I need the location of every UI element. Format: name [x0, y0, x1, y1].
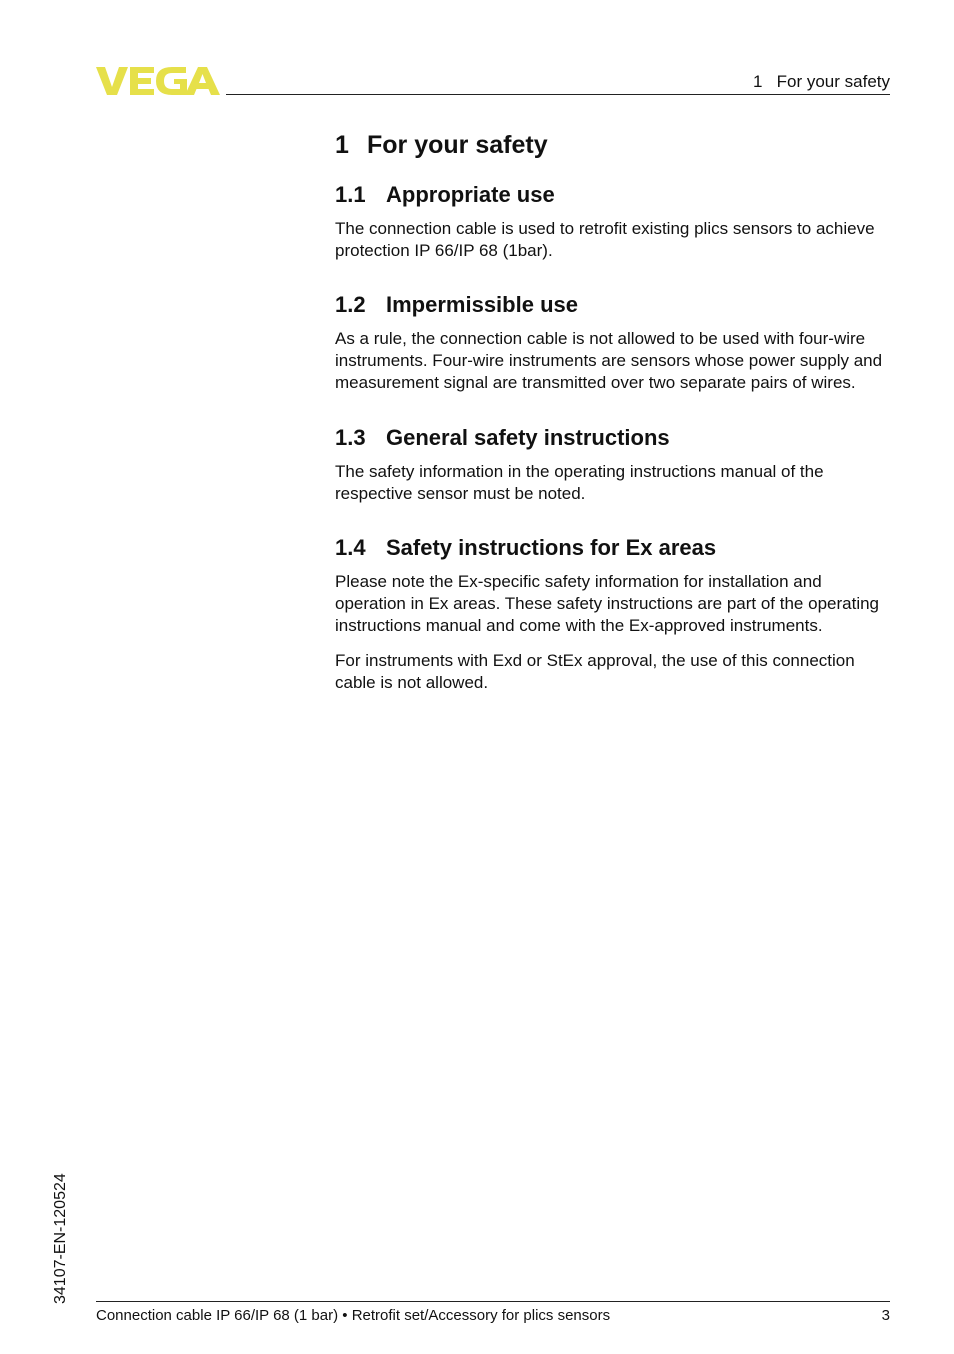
footer-text: Connection cable IP 66/IP 68 (1 bar) • Retrofit set/Accessory for plics sensors [96, 1307, 611, 1324]
section-number: 1.4 [335, 535, 366, 560]
header-rule [226, 94, 890, 95]
vega-logo [96, 64, 220, 98]
section-heading-1-2 [335, 291, 891, 319]
running-header: 1 For your safety [753, 72, 890, 91]
paragraph: Please note the Ex-specific safety information for installation and operation in Ex areas. These safety instructions are part of the operating instructions manual and come with the Ex-approved instruments. [335, 572, 879, 635]
paragraph: The connection cable is used to retrofit existing plics sensors to achieve protection IP 66/IP 68 (1bar). [335, 219, 875, 260]
section-number: 1.3 [335, 425, 366, 450]
main-content [335, 128, 891, 694]
page-number: 3 [881, 1307, 890, 1324]
footer-rule [96, 1301, 890, 1302]
paragraph: As a rule, the connection cable is not allowed to be used with four-wire instruments. Four-wire instruments are sensors whose power supply and measurement signal are transmitted over two separate pairs of wires. [335, 329, 883, 392]
section-title: General safety instructions [386, 425, 670, 450]
document-code: 34107-EN-120524 [52, 1173, 69, 1304]
chapter-title: For your safety [367, 131, 548, 159]
section-title: Appropriate use [386, 182, 555, 207]
paragraph: The safety information in the operating instructions manual of the respective sensor must be noted. [335, 462, 824, 503]
section-heading-1-3 [335, 424, 891, 452]
section-heading-1-1 [335, 181, 891, 209]
section-title: Impermissible use [386, 292, 578, 317]
section-title: Safety instructions for Ex areas [386, 535, 717, 560]
section-heading-1-4 [335, 534, 891, 562]
paragraph: For instruments with Exd or StEx approval, the use of this connection cable is not allowed. [335, 651, 855, 692]
chapter-heading [335, 128, 891, 162]
section-number: 1.1 [335, 182, 366, 207]
section-number: 1.2 [335, 292, 366, 317]
chapter-number: 1 [335, 131, 349, 159]
